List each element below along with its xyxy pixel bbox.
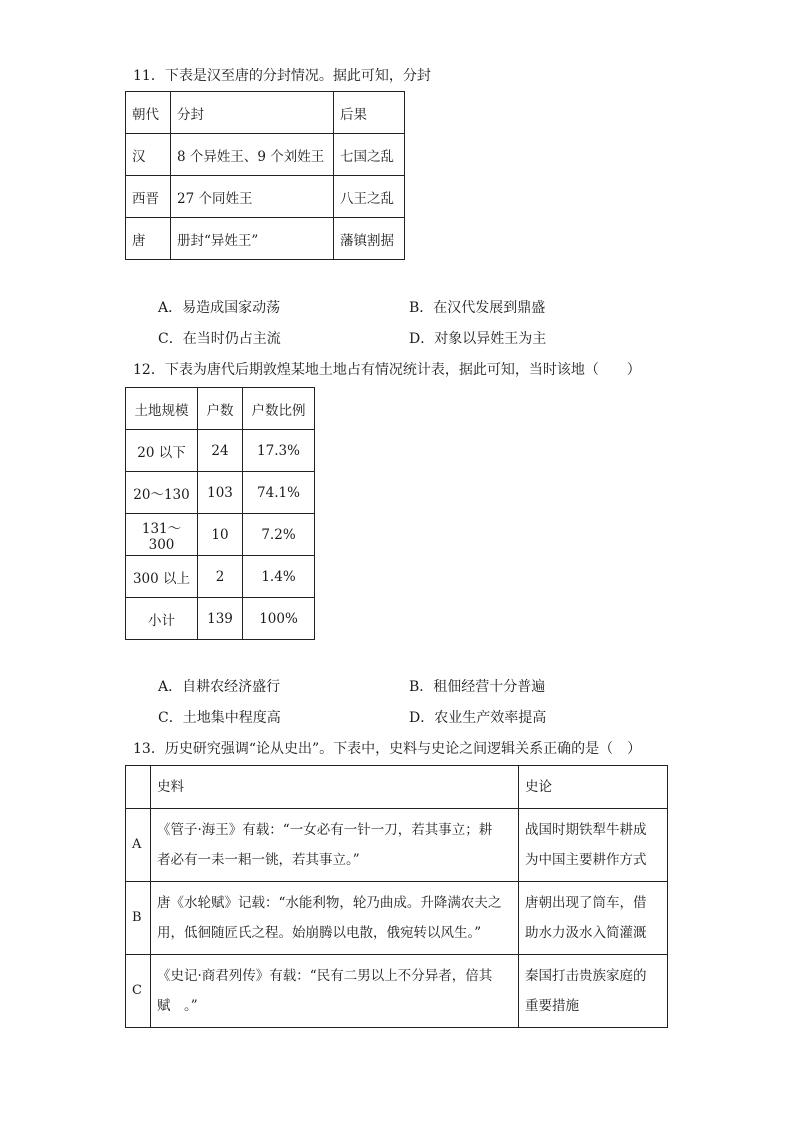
table-row (126, 218, 405, 260)
table-cell: 朝代 (126, 92, 171, 134)
source-cell (151, 955, 519, 1028)
table-cell: 1.4% (243, 556, 315, 598)
table-cell: 八王之乱 (334, 176, 405, 218)
source-line: 者必有一耒一耜一铫，若其事立。” (157, 852, 360, 868)
table-cell: 史论 (519, 766, 668, 809)
q11-option-a: A．易造成国家动荡 (158, 300, 281, 316)
q12-option-d: D．农业生产效率提高 (409, 710, 547, 726)
table-cell: 7.2% (243, 514, 315, 556)
table-cell: 103 (198, 472, 243, 514)
table-cell: 七国之乱 (334, 134, 405, 176)
source-line: 《管子·海王》有载：“一女必有一针一刀，若其事立；耕 (157, 822, 493, 838)
q13-title: 13．历史研究强调“论从史出”。下表中，史料与史论之间逻辑关系正确的是（ ） (133, 741, 642, 757)
table-row (126, 598, 315, 640)
table-row (126, 882, 668, 955)
table-cell: 100% (243, 598, 315, 640)
source-line: 《史记·商君列传》有载：“民有二男以上不分异者，倍其 (157, 968, 493, 984)
table-cell: 10 (198, 514, 243, 556)
table-cell: 27 个同姓王 (171, 176, 334, 218)
row-label: A (126, 809, 151, 882)
thesis-line: 唐朝出现了筒车，借 (525, 895, 647, 911)
table-row (126, 809, 668, 882)
thesis-line: 重要措施 (525, 998, 579, 1014)
table-cell: 户数 (198, 388, 243, 430)
table-row (126, 472, 315, 514)
thesis-cell (519, 809, 668, 882)
table-header-row (126, 92, 405, 134)
q12-title: 12．下表为唐代后期敦煌某地土地占有情况统计表，据此可知，当时该地（ ） (133, 362, 641, 378)
source-cell (151, 809, 519, 882)
table-cell (126, 766, 151, 809)
table-cell: 24 (198, 430, 243, 472)
source-line: 赋 。” (157, 998, 198, 1014)
table-cell: 2 (198, 556, 243, 598)
thesis-line: 秦国打击贵族家庭的 (525, 968, 647, 984)
table-cell: 西晋 (126, 176, 171, 218)
thesis-line: 战国时期铁犁牛耕成 (525, 822, 647, 838)
table-cell: 户数比例 (243, 388, 315, 430)
table-cell: 20～130 (126, 472, 198, 514)
table-cell: 唐 (126, 218, 171, 260)
row-label: C (126, 955, 151, 1028)
table-row (126, 955, 668, 1028)
table-cell: 131～300 (126, 514, 198, 556)
table-cell: 藩镇割据 (334, 218, 405, 260)
table-cell: 土地规模 (126, 388, 198, 430)
table-cell: 17.3% (243, 430, 315, 472)
thesis-cell (519, 882, 668, 955)
q11-title: 11．下表是汉至唐的分封情况。据此可知，分封 (133, 68, 431, 84)
q11-option-d: D．对象以异姓王为主 (409, 331, 547, 347)
table-cell: 300 以上 (126, 556, 198, 598)
table-cell: 后果 (334, 92, 405, 134)
table-cell: 史料 (151, 766, 519, 809)
q12-table (125, 387, 315, 640)
table-header-row (126, 388, 315, 430)
table-header-row (126, 766, 668, 809)
table-row (126, 556, 315, 598)
table-cell: 分封 (171, 92, 334, 134)
table-row (126, 430, 315, 472)
thesis-line: 助水力汲水入简灌溉 (525, 925, 647, 941)
table-cell: 小计 (126, 598, 198, 640)
thesis-cell (519, 955, 668, 1028)
q11-table (125, 91, 405, 260)
row-label: B (126, 882, 151, 955)
table-cell: 册封“异姓王” (171, 218, 334, 260)
source-line: 用，低徊随匠氏之程。始崩腾以电散，俄宛转以风生。” (157, 925, 482, 941)
table-cell: 139 (198, 598, 243, 640)
q12-option-b: B．租佃经营十分普遍 (409, 679, 546, 695)
q12-option-c: C．土地集中程度高 (158, 710, 281, 726)
q11-option-b: B．在汉代发展到鼎盛 (409, 300, 546, 316)
table-cell: 74.1% (243, 472, 315, 514)
q12-option-a: A．自耕农经济盛行 (158, 679, 281, 695)
table-row (126, 514, 315, 556)
source-line: 唐《水轮赋》记载：“水能利物，轮乃曲成。升降满农夫之 (157, 895, 502, 911)
table-row (126, 176, 405, 218)
source-cell (151, 882, 519, 955)
table-cell: 20 以下 (126, 430, 198, 472)
thesis-line: 为中国主要耕作方式 (525, 852, 647, 868)
table-cell: 8 个异姓王、9 个刘姓王 (171, 134, 334, 176)
q11-option-c: C．在当时仍占主流 (158, 331, 281, 347)
table-cell: 汉 (126, 134, 171, 176)
q13-table (125, 765, 668, 1028)
table-row (126, 134, 405, 176)
